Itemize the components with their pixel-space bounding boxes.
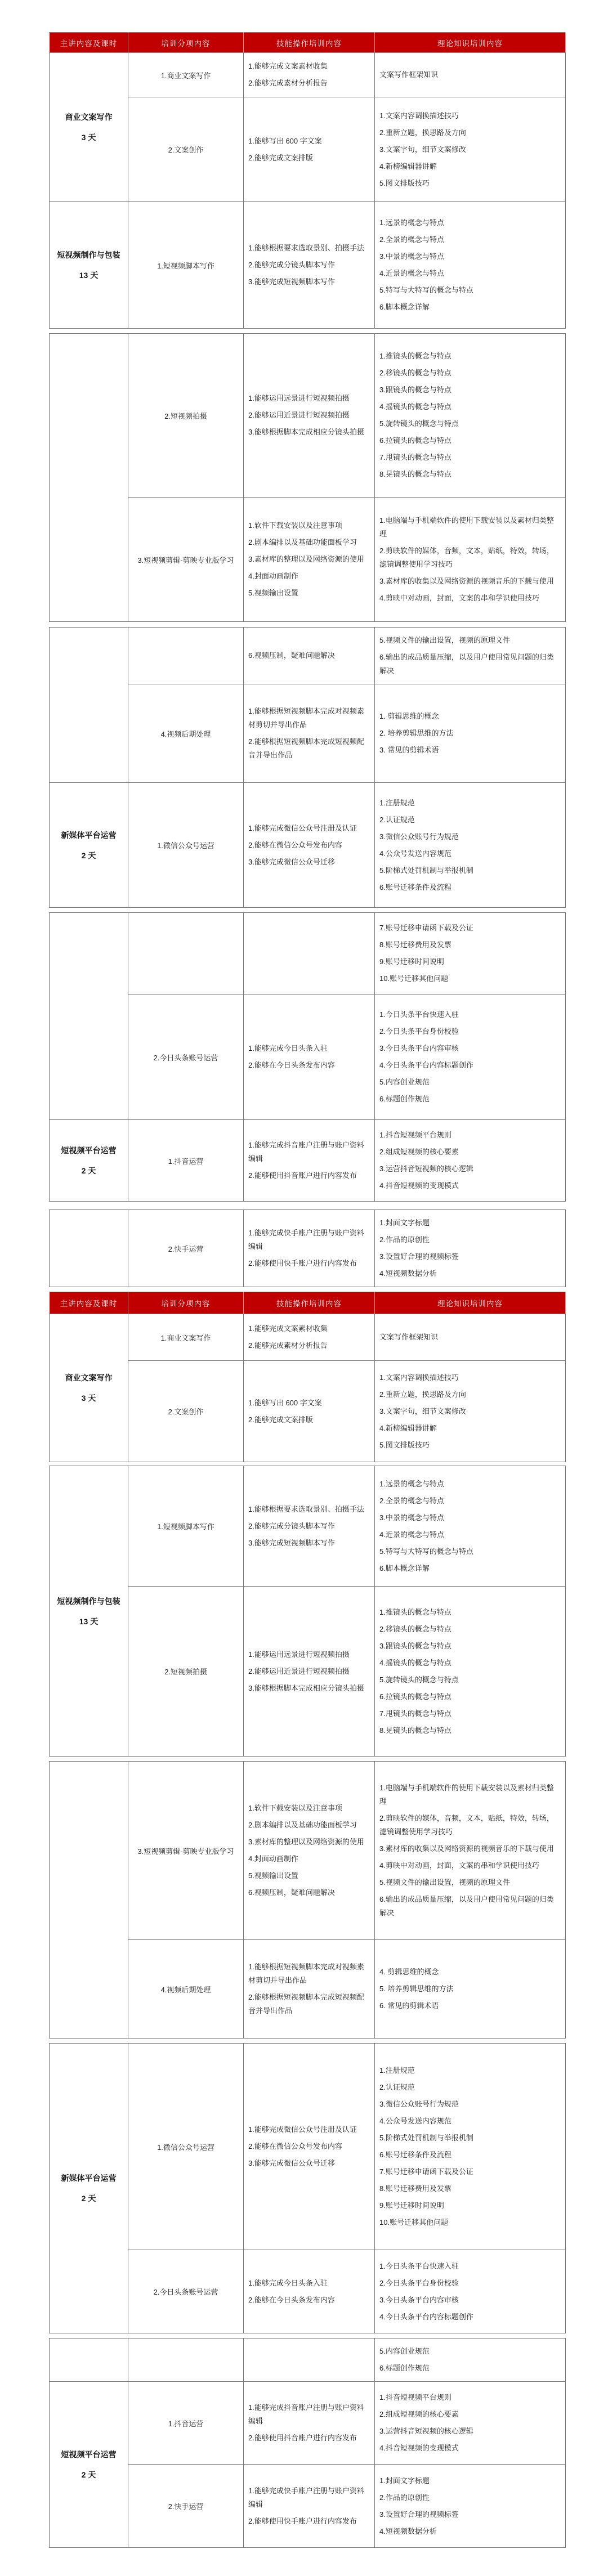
skill-item: 1.能够完成快手账户注册与账户资料编辑 (248, 2486, 364, 2508)
theory-item: 9.账号迁移时间说明 (379, 2201, 444, 2210)
module-cell: 1.商业文案写作 (128, 53, 244, 97)
skills-cell (244, 1210, 375, 1287)
theory-item: 10.账号迁移其他问题 (379, 2218, 449, 2226)
table-row (50, 334, 566, 498)
theory-item: 5.内容创业规范 (379, 2347, 430, 2355)
theory-item: 10.账号迁移其他问题 (379, 974, 449, 983)
theory-item: 5.内容创业规范 (379, 1078, 430, 1086)
theory-item: 1.注册规范 (379, 798, 415, 807)
theory-cell (375, 994, 566, 1120)
course-cell-continued (50, 1210, 128, 1287)
theory-item: 6.脚本概念详解 (379, 1563, 430, 1573)
skill-item: 1.能够写出 600 字文案 (248, 136, 322, 145)
theory-item: 2.组成短视频的核心要素 (379, 1148, 459, 1156)
course-cell-continued (50, 334, 128, 622)
theory-item: 4.抖音短视频的变现模式 (379, 2444, 459, 2452)
module-cell: 2.快手运营 (128, 2465, 244, 2548)
theory-item: 4.公众号发送内容规范 (379, 2117, 451, 2125)
theory-item: 2.移镜头的概念与特点 (379, 1624, 451, 1633)
skills-cell (244, 783, 375, 908)
theory-item: 5.图文排版技巧 (379, 1440, 430, 1449)
theory-item: 9.账号迁移时间说明 (379, 957, 444, 966)
skills-cell (244, 2250, 375, 2333)
skill-item: 2.能够完成文案排版 (248, 1415, 313, 1424)
course-cell (50, 783, 128, 908)
skills-cell (244, 202, 375, 329)
theory-cell (375, 334, 566, 498)
theory-cell (375, 1762, 566, 1940)
table-copy-2-segment-4 (49, 2043, 566, 2333)
theory-item: 5.阶梯式处罚机制与举报机制 (379, 866, 473, 875)
theory-cell (375, 1587, 566, 1757)
theory-item: 2.今日头条平台身份校验 (379, 1027, 459, 1036)
column-header-2: 培训分项内容 (128, 33, 244, 53)
skills-cell (244, 628, 375, 684)
theory-cell (375, 53, 566, 97)
skill-item: 6.视频压制，疑难问题解决 (248, 1888, 335, 1897)
theory-item: 3.今日头条平台内容审核 (379, 2295, 459, 2304)
course-days: 2 天 (81, 2470, 96, 2479)
theory-item: 4.新榜编辑器讲解 (379, 162, 437, 171)
course-days: 3 天 (81, 1394, 96, 1403)
theory-item: 2.重新立题，换思路及方向 (379, 1390, 466, 1399)
theory-item: 1.推镜头的概念与特点 (379, 1607, 451, 1616)
skills-cell (244, 1361, 375, 1462)
theory-item: 1.封面文字标题 (379, 2476, 430, 2485)
theory-item: 2.认证规范 (379, 815, 415, 824)
module-cell (128, 628, 244, 684)
theory-item: 2.认证规范 (379, 2083, 415, 2091)
theory-item: 4.近景的概念与特点 (379, 1530, 444, 1539)
table-copy-2-segment-5 (49, 2338, 566, 2548)
skills-cell (244, 684, 375, 783)
skill-item: 1.能够完成快手账户注册与账户资料编辑 (248, 1229, 364, 1251)
table-row (50, 1120, 566, 1202)
theory-item: 6. 常见的剪辑术语 (379, 2001, 439, 2010)
table-row (50, 783, 566, 908)
table-copy-1-segment-1 (49, 32, 566, 329)
theory-item: 4.抖音短视频的变现模式 (379, 1181, 459, 1190)
skills-cell (244, 53, 375, 97)
course-cell (50, 2044, 128, 2333)
module-cell: 1.抖音运营 (128, 2382, 244, 2465)
theory-item: 6.账号迁移条件及流程 (379, 882, 451, 891)
theory-item: 1.推镜头的概念与特点 (379, 352, 451, 360)
skills-cell (244, 1940, 375, 2039)
theory-cell (375, 2382, 566, 2465)
table-copy-1-segment-5 (49, 1209, 566, 1287)
table-row (50, 2044, 566, 2250)
course-title: 短视频平台运营 (61, 2450, 117, 2459)
theory-cell (375, 1210, 566, 1287)
theory-item: 3.中景的概念与特点 (379, 252, 444, 261)
skill-item: 4.封面动画制作 (248, 572, 298, 580)
theory-item: 1.电脑端与手机端软件的使用下载安装以及素材归类整理 (379, 516, 554, 538)
course-cell (50, 1120, 128, 1202)
theory-cell (375, 628, 566, 684)
module-cell: 2.文案创作 (128, 97, 244, 202)
module-cell: 4.视频后期处理 (128, 1940, 244, 2039)
skills-cell (244, 1314, 375, 1361)
theory-item: 4.新榜编辑器讲解 (379, 1423, 437, 1432)
theory-item: 6.输出的成品质量压缩，以及用户使用常见问题的归类解决 (379, 653, 554, 675)
theory-item: 4.今日头条平台内容标题创作 (379, 2312, 473, 2321)
skill-item: 3.能够完成微信公众号迁移 (248, 857, 335, 866)
theory-item: 3.设置好合理的视频标签 (379, 1252, 459, 1261)
theory-item: 2.作品的原创性 (379, 1235, 430, 1244)
module-cell: 3.短视频剪辑-剪映专业版学习 (128, 498, 244, 622)
skills-cell (244, 334, 375, 498)
theory-item: 3.微信公众账号行为规范 (379, 832, 459, 841)
column-header-1: 主讲内容及课时 (50, 33, 128, 53)
theory-item: 5.特写与大特写的概念与特点 (379, 286, 473, 294)
theory-item: 文案写作框架知识 (379, 1333, 439, 1341)
skill-item: 1.能够完成今日头条入驻 (248, 2278, 328, 2287)
skill-item: 3.素材库的整理以及网络资源的使用 (248, 1838, 364, 1846)
module-cell: 4.视频后期处理 (128, 684, 244, 783)
theory-item: 5.视频文件的输出设置，视频的原理文件 (379, 636, 510, 644)
module-cell: 2.快手运营 (128, 1210, 244, 1287)
theory-item: 3.跟镜头的概念与特点 (379, 1641, 451, 1650)
skills-cell (244, 1120, 375, 1202)
theory-item: 6.账号迁移条件及流程 (379, 2151, 451, 2159)
theory-cell (375, 498, 566, 622)
theory-cell (375, 783, 566, 908)
theory-item: 5.旋转镜头的概念与特点 (379, 419, 459, 428)
theory-item: 1.抖音短视频平台规则 (379, 1131, 451, 1139)
skill-item: 2.能够完成素材分析报告 (248, 79, 328, 87)
theory-item: 4.今日头条平台内容标题创作 (379, 1061, 473, 1069)
course-cell (50, 1314, 128, 1462)
theory-item: 4. 剪辑思维的概念 (379, 1968, 439, 1976)
theory-item: 7.账号迁移申请函下载及公证 (379, 2167, 473, 2176)
table-copy-1 (49, 32, 565, 1287)
theory-item: 4.短视频数据分析 (379, 1269, 437, 1278)
theory-item: 3.设置好合理的视频标签 (379, 2510, 459, 2519)
skill-item: 3.能够完成短视频脚本写作 (248, 277, 335, 286)
theory-item: 2.作品的原创性 (379, 2493, 430, 2502)
table-copy-2-segment-1 (49, 1292, 566, 1462)
table-row (50, 1210, 566, 1287)
module-cell: 1.短视频脚本写作 (128, 1466, 244, 1587)
course-cell-continued (50, 1762, 128, 2039)
skill-item: 2.能够使用快手账户进行内容发布 (248, 2516, 357, 2525)
theory-item: 2.剪映软件的媒体，音频，文本，贴纸，特效，转场，滤镜调整使用学习技巧 (379, 1814, 554, 1836)
skills-cell (244, 913, 375, 994)
theory-item: 4.摇镜头的概念与特点 (379, 1658, 451, 1667)
column-header-4: 理论知识培训内容 (375, 1292, 566, 1314)
theory-cell (375, 202, 566, 329)
skill-item: 1.能够运用远景进行短视频拍摄 (248, 394, 350, 402)
table-copy-1-segment-2 (49, 333, 566, 622)
theory-item: 2.今日头条平台身份校验 (379, 2278, 459, 2287)
skill-item: 2.能够完成分镜头脚本写作 (248, 261, 335, 269)
skill-item: 2.能够完成分镜头脚本写作 (248, 1521, 335, 1530)
skill-item: 3.能够完成微信公众号迁移 (248, 2159, 335, 2167)
skill-item: 2.能够使用快手账户进行内容发布 (248, 1259, 357, 1267)
skill-item: 1.软件下载安装以及注意事项 (248, 521, 342, 530)
theory-cell (375, 97, 566, 202)
module-cell: 1.短视频脚本写作 (128, 202, 244, 329)
table-copy-2 (49, 1292, 565, 2548)
theory-item: 3.运营抖音短视频的核心逻辑 (379, 1164, 473, 1173)
theory-item: 7.甩镜头的概念与特点 (379, 1709, 451, 1718)
skills-cell (244, 1762, 375, 1940)
skill-item: 6.视频压制，疑难问题解决 (248, 651, 335, 660)
skill-item: 2.能够在今日头条发布内容 (248, 2295, 335, 2304)
skill-item: 2.剧本编排以及基础功能面板学习 (248, 538, 357, 546)
skill-item: 1.能够完成今日头条入驻 (248, 1044, 328, 1052)
skill-item: 1.能够写出 600 字文案 (248, 1398, 322, 1407)
theory-item: 3.微信公众账号行为规范 (379, 2100, 459, 2108)
module-cell: 2.短视频拍摄 (128, 334, 244, 498)
skill-item: 3.素材库的整理以及网络资源的使用 (248, 555, 364, 563)
skill-item: 3.能够完成短视频脚本写作 (248, 1538, 335, 1547)
course-days: 13 天 (79, 1616, 99, 1626)
course-cell (50, 2382, 128, 2548)
skills-cell (244, 498, 375, 622)
skill-item: 2.能够在今日头条发布内容 (248, 1061, 335, 1069)
theory-cell (375, 1940, 566, 2039)
skill-item: 5.视频输出设置 (248, 1871, 298, 1880)
theory-item: 5. 培养剪辑思维的方法 (379, 1984, 454, 1993)
skill-item: 2.能够在微信公众号发布内容 (248, 2142, 342, 2151)
skills-cell (244, 2044, 375, 2250)
skill-item: 2.能够运用近景进行短视频拍摄 (248, 1666, 350, 1675)
module-cell: 1.抖音运营 (128, 1120, 244, 1202)
theory-item: 6.拉镜头的概念与特点 (379, 1692, 451, 1701)
table-row (50, 1466, 566, 1587)
skill-item: 1.能够根据要求选取景别、拍摄手法 (248, 1504, 364, 1513)
theory-item: 8.晃镜头的概念与特点 (379, 470, 451, 478)
skill-item: 1.能够根据短视频脚本完成对视频素材剪切并导出作品 (248, 707, 364, 729)
theory-item: 1.文案内容调换描述技巧 (379, 1373, 459, 1382)
theory-item: 3. 常见的剪辑术语 (379, 746, 439, 754)
skill-item: 1.能够运用远景进行短视频拍摄 (248, 1650, 350, 1659)
skill-item: 1.能够完成抖音账户注册与账户资料编辑 (248, 2403, 364, 2425)
skill-item: 1.能够完成抖音账户注册与账户资料编辑 (248, 1141, 364, 1163)
module-cell: 1.商业文案写作 (128, 1314, 244, 1361)
skill-item: 5.视频输出设置 (248, 589, 298, 597)
theory-item: 1. 剪辑思维的概念 (379, 712, 439, 720)
table-row (50, 202, 566, 329)
theory-item: 3.中景的概念与特点 (379, 1513, 444, 1522)
theory-item: 2. 培养剪辑思维的方法 (379, 729, 454, 737)
theory-item: 5.图文排版技巧 (379, 178, 430, 187)
table-row (50, 913, 566, 994)
table-row (50, 2338, 566, 2382)
theory-item: 4.摇镜头的概念与特点 (379, 402, 451, 411)
column-header-3: 技能操作培训内容 (244, 33, 375, 53)
course-title: 短视频制作与包装 (57, 1596, 120, 1606)
theory-item: 1.文案内容调换描述技巧 (379, 111, 459, 120)
table-copy-1-segment-4 (49, 912, 566, 1202)
module-cell: 2.今日头条账号运营 (128, 2250, 244, 2333)
theory-item: 4.剪映中对动画，封面，文案的串和学识使用技巧 (379, 594, 539, 602)
column-header-3: 技能操作培训内容 (244, 1292, 375, 1314)
table-copy-2-segment-2 (49, 1466, 566, 1757)
skill-item: 4.封面动画制作 (248, 1854, 298, 1863)
table-copy-2-segment-3 (49, 1761, 566, 2039)
theory-item: 6.输出的成品质量压缩，以及用户使用常见问题的归类解决 (379, 1895, 554, 1917)
skill-item: 2.能够完成文案排版 (248, 153, 313, 162)
theory-item: 1.远景的概念与特点 (379, 1479, 444, 1488)
theory-item: 1.今日头条平台快速入驻 (379, 1010, 459, 1019)
theory-item: 7.甩镜头的概念与特点 (379, 453, 451, 462)
theory-item: 8.账号迁移费用及发票 (379, 2184, 451, 2193)
skill-item: 2.能够使用抖音账户进行内容发布 (248, 2434, 357, 2442)
skill-item: 1.能够根据短视频脚本完成对视频素材剪切并导出作品 (248, 1963, 364, 1984)
skills-cell (244, 97, 375, 202)
theory-item: 6.脚本概念详解 (379, 303, 430, 311)
theory-item: 3.文案字句，细节文案修改 (379, 1406, 466, 1415)
module-cell (128, 913, 244, 994)
course-title: 新媒体平台运营 (61, 2174, 117, 2183)
theory-item: 4.剪映中对动画，封面，文案的串和学识使用技巧 (379, 1861, 539, 1870)
skill-item: 2.能够根据短视频脚本完成短视频配音并导出作品 (248, 1993, 364, 2015)
theory-item: 3.跟镜头的概念与特点 (379, 386, 451, 394)
theory-cell (375, 2044, 566, 2250)
theory-item: 3.运营抖音短视频的核心逻辑 (379, 2427, 473, 2435)
skills-cell (244, 1587, 375, 1757)
theory-item: 5.阶梯式处罚机制与举报机制 (379, 2134, 473, 2142)
skill-item: 2.能够使用抖音账户进行内容发布 (248, 1171, 357, 1180)
theory-item: 1.封面文字标题 (379, 1218, 430, 1227)
theory-item: 3.素材库的收集以及网络资源的视频音乐的下载与使用 (379, 1844, 554, 1853)
table-row (50, 2382, 566, 2465)
theory-item: 1.远景的概念与特点 (379, 218, 444, 227)
skills-cell (244, 2338, 375, 2382)
course-cell-continued (50, 2338, 128, 2382)
theory-item: 1.今日头条平台快速入驻 (379, 2261, 459, 2270)
theory-item: 4.短视频数据分析 (379, 2526, 437, 2535)
skills-cell (244, 2382, 375, 2465)
theory-cell (375, 2465, 566, 2548)
skills-cell (244, 2465, 375, 2548)
course-cell (50, 202, 128, 329)
course-cell-continued (50, 628, 128, 783)
theory-item: 1.抖音短视频平台规则 (379, 2393, 451, 2402)
skill-item: 2.能够在微信公众号发布内容 (248, 840, 342, 849)
course-days: 13 天 (79, 271, 99, 280)
skill-item: 1.能够完成微信公众号注册及认证 (248, 2125, 357, 2134)
theory-item: 5.视频文件的输出设置，视频的原理文件 (379, 1878, 510, 1887)
theory-cell (375, 1361, 566, 1462)
skill-item: 1.软件下载安装以及注意事项 (248, 1804, 342, 1812)
theory-item: 5.特写与大特写的概念与特点 (379, 1547, 473, 1556)
skills-cell (244, 994, 375, 1120)
theory-item: 4.近景的概念与特点 (379, 269, 444, 277)
skill-item: 3.能够根据脚本完成相应分镜头拍摄 (248, 428, 364, 436)
module-cell: 2.短视频拍摄 (128, 1587, 244, 1757)
table-header-row (50, 33, 566, 53)
table-row (50, 1762, 566, 1940)
module-cell: 2.今日头条账号运营 (128, 994, 244, 1120)
skill-item: 2.能够完成素材分析报告 (248, 1341, 328, 1350)
theory-cell (375, 684, 566, 783)
theory-cell (375, 1120, 566, 1202)
theory-item: 2.全景的概念与特点 (379, 235, 444, 244)
theory-cell (375, 913, 566, 994)
course-days: 2 天 (81, 2194, 96, 2203)
skill-item: 3.能够根据脚本完成相应分镜头拍摄 (248, 1683, 364, 1692)
skill-item: 2.剧本编排以及基础功能面板学习 (248, 1821, 357, 1829)
theory-item: 3.今日头条平台内容审核 (379, 1044, 459, 1052)
theory-cell (375, 1466, 566, 1587)
course-title: 商业文案写作 (65, 1373, 113, 1382)
table-header-row (50, 1292, 566, 1314)
theory-item: 6.标题创作规范 (379, 2364, 430, 2372)
theory-item: 8.晃镜头的概念与特点 (379, 1726, 451, 1735)
course-cell (50, 53, 128, 202)
skills-cell (244, 1466, 375, 1587)
table-copy-1-segment-3 (49, 627, 566, 908)
theory-item: 2.组成短视频的核心要素 (379, 2410, 459, 2418)
course-title: 商业文案写作 (65, 113, 113, 122)
theory-item: 1.电脑端与手机端软件的使用下载安装以及素材归类整理 (379, 1784, 554, 1806)
theory-item: 8.账号迁移费用及发票 (379, 940, 451, 949)
theory-item: 6.拉镜头的概念与特点 (379, 436, 451, 445)
theory-item: 3.素材库的收集以及网络资源的视频音乐的下载与使用 (379, 577, 554, 585)
course-title: 短视频制作与包装 (57, 250, 120, 259)
theory-item: 4.公众号发送内容规范 (379, 849, 451, 858)
course-cell-continued (50, 913, 128, 1120)
column-header-2: 培训分项内容 (128, 1292, 244, 1314)
theory-item: 2.移镜头的概念与特点 (379, 369, 451, 377)
theory-item: 5.旋转镜头的概念与特点 (379, 1675, 459, 1684)
course-title: 新媒体平台运营 (61, 830, 117, 840)
module-cell: 1.微信公众号运营 (128, 2044, 244, 2250)
module-cell: 3.短视频剪辑-剪映专业版学习 (128, 1762, 244, 1940)
theory-item: 2.重新立题，换思路及方向 (379, 128, 466, 137)
theory-item: 3.文案字句，细节文案修改 (379, 145, 466, 154)
table-row (50, 1314, 566, 1361)
table-row (50, 628, 566, 684)
column-header-4: 理论知识培训内容 (375, 33, 566, 53)
skill-item: 2.能够运用近景进行短视频拍摄 (248, 411, 350, 419)
course-days: 3 天 (81, 133, 96, 142)
skill-item: 1.能够完成文案素材收集 (248, 1324, 328, 1333)
course-days: 2 天 (81, 1166, 96, 1175)
skill-item: 1.能够完成微信公众号注册及认证 (248, 823, 357, 832)
theory-item: 1.注册规范 (379, 2066, 415, 2075)
module-cell: 2.文案创作 (128, 1361, 244, 1462)
table-row (50, 53, 566, 97)
theory-item: 2.剪映软件的媒体，音频，文本，贴纸，特效，转场，滤镜调整使用学习技巧 (379, 546, 554, 568)
skill-item: 1.能够根据要求选取景别、拍摄手法 (248, 244, 364, 252)
module-cell (128, 2338, 244, 2382)
module-cell: 1.微信公众号运营 (128, 783, 244, 908)
theory-item: 7.账号迁移申请函下载及公证 (379, 924, 473, 932)
theory-item: 6.标题创作规范 (379, 1095, 430, 1103)
column-header-1: 主讲内容及课时 (50, 1292, 128, 1314)
theory-cell (375, 2250, 566, 2333)
theory-cell (375, 1314, 566, 1361)
course-days: 2 天 (81, 850, 96, 860)
theory-item: 文案写作框架知识 (379, 70, 439, 79)
course-cell (50, 1466, 128, 1757)
skill-item: 1.能够完成文案素材收集 (248, 62, 328, 70)
theory-item: 2.全景的概念与特点 (379, 1496, 444, 1505)
course-title: 短视频平台运营 (61, 1146, 117, 1155)
theory-cell (375, 2338, 566, 2382)
skill-item: 2.能够根据短视频脚本完成短视频配音并导出作品 (248, 737, 364, 759)
